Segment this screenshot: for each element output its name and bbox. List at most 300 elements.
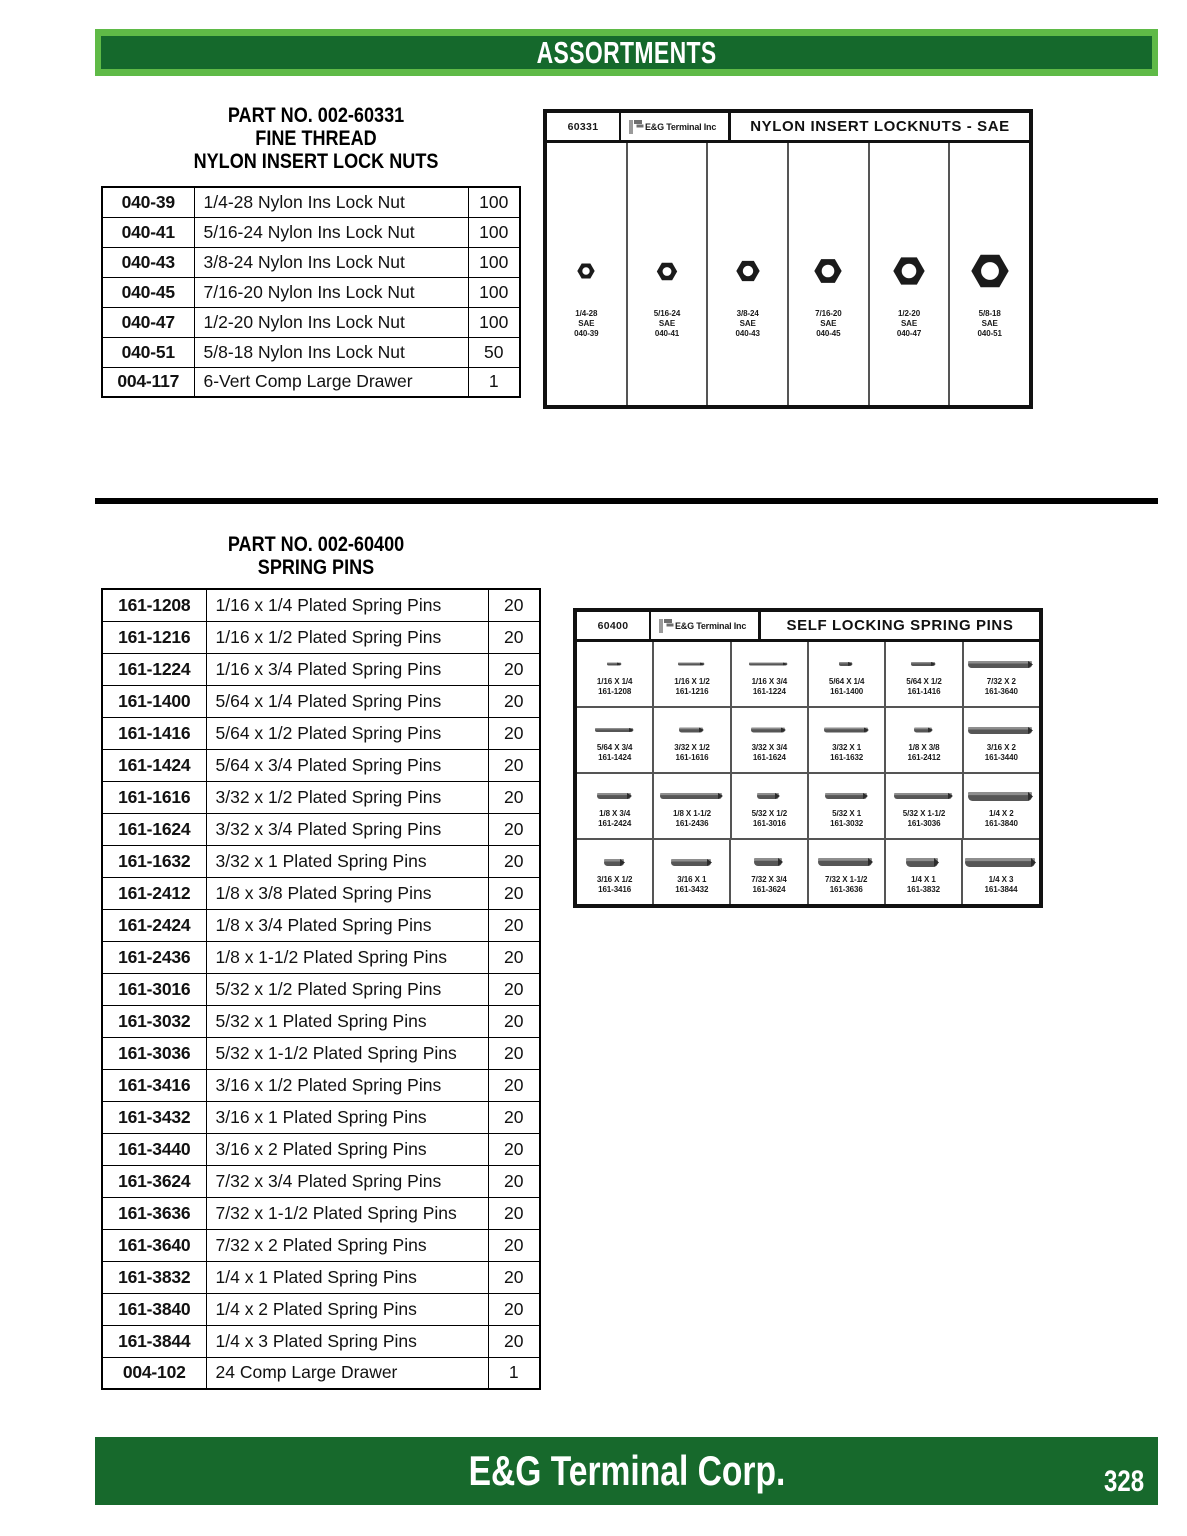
- lock-nuts-product-panel: [543, 109, 1033, 409]
- pin-row: [577, 840, 1039, 904]
- cell-code: 040-39: [102, 187, 194, 217]
- cell-code: 161-3636: [102, 1197, 206, 1229]
- pin-label-size: 5/64 X 3/4: [596, 743, 633, 752]
- pin-cell: [654, 642, 731, 706]
- cell-code: 161-3844: [102, 1325, 206, 1357]
- pin-label-part: 161-3036: [907, 819, 941, 828]
- hex-nut-icon: [576, 261, 596, 286]
- cell-code: 161-1400: [102, 685, 206, 717]
- cell-desc: 3/16 x 1 Plated Spring Pins: [206, 1101, 488, 1133]
- pin-label-size: 5/64 X 1/2: [906, 677, 942, 686]
- pin-label: [675, 875, 708, 895]
- pin-label: [674, 677, 709, 697]
- cell-qty: 20: [488, 781, 540, 813]
- hex-nut-icon: [735, 258, 761, 289]
- nut-label: [547, 309, 626, 339]
- pin-label-part: 161-3640: [984, 687, 1018, 696]
- pin-label: [597, 875, 632, 895]
- spring-pin-icon: [752, 853, 786, 871]
- table-row: [102, 1133, 540, 1165]
- cell-qty: 20: [488, 1165, 540, 1197]
- cell-code: 161-3640: [102, 1229, 206, 1261]
- cell-code: 161-1624: [102, 813, 206, 845]
- nut-label-part: 040-43: [735, 329, 760, 338]
- pin-label-part: 161-1400: [830, 687, 864, 696]
- spring-pin-icon: [822, 721, 872, 739]
- nut-label: [789, 309, 868, 339]
- pin-label: [985, 743, 1018, 763]
- cell-code: 040-45: [102, 277, 194, 307]
- pin-label: [829, 677, 864, 697]
- table-row: [102, 941, 540, 973]
- cell-desc: 7/32 x 2 Plated Spring Pins: [206, 1229, 488, 1261]
- pin-cell: [809, 642, 886, 706]
- pin-label-size: 5/64 X 1/4: [828, 677, 865, 686]
- pin-label-size: 1/4 X 1: [911, 875, 936, 884]
- pin-cell: [577, 774, 654, 838]
- cell-code: 161-1224: [102, 653, 206, 685]
- section-1-title-line-1: PART NO. 002-60331: [227, 104, 405, 127]
- pin-cell: [732, 642, 809, 706]
- pin-label-size: 3/32 X 1/2: [674, 743, 710, 752]
- pin-label-part: 161-3440: [984, 753, 1018, 762]
- cell-qty: 1: [468, 367, 520, 397]
- pin-label: [673, 809, 711, 829]
- spring-pin-icon: [749, 721, 789, 739]
- section-1-title: [127, 104, 505, 173]
- spring-pin-icon: [658, 787, 726, 805]
- spring-pin-icon: [892, 787, 956, 805]
- cell-qty: 50: [468, 337, 520, 367]
- panel-2-logo: [651, 612, 761, 639]
- cell-code: 161-3832: [102, 1261, 206, 1293]
- cell-desc: 5/64 x 1/2 Plated Spring Pins: [206, 717, 488, 749]
- pin-label-size: 3/32 X 1: [832, 743, 862, 752]
- cell-qty: 20: [488, 1005, 540, 1037]
- cell-desc: 7/32 x 1-1/2 Plated Spring Pins: [206, 1197, 488, 1229]
- cell-desc: 5/16-24 Nylon Ins Lock Nut: [194, 217, 468, 247]
- spring-pin-icon: [966, 721, 1036, 739]
- pin-cell: [731, 840, 808, 904]
- panel-2-logo-text: E&G Terminal Inc: [675, 620, 747, 631]
- pin-label-size: 1/8 X 3/8: [908, 743, 940, 752]
- section-1-title-line-3: NYLON INSERT LOCK NUTS: [193, 150, 439, 173]
- pin-label-part: 161-3432: [675, 885, 709, 894]
- pin-label-part: 161-3636: [829, 885, 863, 894]
- pin-cell: [654, 708, 731, 772]
- cell-desc: 1/8 x 3/4 Plated Spring Pins: [206, 909, 488, 941]
- pin-cell: [577, 708, 654, 772]
- section-divider: [95, 498, 1158, 504]
- cell-code: 161-2424: [102, 909, 206, 941]
- panel-2-code: 60400: [577, 612, 651, 639]
- table-row: [102, 247, 520, 277]
- pin-label: [752, 677, 787, 697]
- pin-label: [752, 809, 787, 829]
- spring-pins-product-panel: [573, 608, 1043, 908]
- nut-label-part: 040-39: [574, 329, 599, 338]
- cell-code: 161-3016: [102, 973, 206, 1005]
- panel-2-header: [577, 612, 1039, 642]
- cell-qty: 20: [488, 685, 540, 717]
- cell-code: 161-3840: [102, 1293, 206, 1325]
- spring-pin-icon: [837, 655, 856, 673]
- table-row: [102, 621, 540, 653]
- pin-label: [985, 809, 1018, 829]
- pin-cell: [809, 774, 886, 838]
- pin-cell: [654, 774, 731, 838]
- section-2-title: [127, 533, 505, 579]
- pin-label-size: 3/16 X 2: [986, 743, 1016, 752]
- pin-label: [830, 809, 863, 829]
- table-row: [102, 1037, 540, 1069]
- cell-qty: 20: [488, 589, 540, 621]
- pin-label-part: 161-1624: [752, 753, 786, 762]
- panel-1-logo-text: E&G Terminal Inc: [645, 121, 717, 132]
- pin-cell: [964, 642, 1039, 706]
- cell-qty: 20: [488, 1069, 540, 1101]
- spring-pin-icon: [904, 853, 942, 871]
- cell-qty: 20: [488, 813, 540, 845]
- cell-desc: 5/32 x 1-1/2 Plated Spring Pins: [206, 1037, 488, 1069]
- cell-desc: 3/16 x 2 Plated Spring Pins: [206, 1133, 488, 1165]
- cell-qty: 20: [488, 1101, 540, 1133]
- table-row: [102, 909, 540, 941]
- nut-label-std: SAE: [820, 319, 837, 328]
- spring-pin-icon: [912, 721, 936, 739]
- panel-1-columns: [547, 143, 1029, 405]
- spring-pin-icon: [602, 853, 628, 871]
- cell-desc: 6-Vert Comp Large Drawer: [194, 367, 468, 397]
- table-row: [102, 277, 520, 307]
- cell-code: 161-3440: [102, 1133, 206, 1165]
- table-row: [102, 1069, 540, 1101]
- pin-row: [577, 774, 1039, 840]
- pin-label: [830, 743, 863, 763]
- pin-label-part: 161-2412: [907, 753, 941, 762]
- cell-desc: 24 Comp Large Drawer: [206, 1357, 488, 1389]
- table-row: [102, 187, 520, 217]
- pin-label-part: 161-3844: [984, 885, 1018, 894]
- cell-qty: 20: [488, 1197, 540, 1229]
- table-row: [102, 307, 520, 337]
- table-row: [102, 1101, 540, 1133]
- company-logo-icon: [659, 618, 672, 633]
- cell-code: 161-1632: [102, 845, 206, 877]
- page-title: ASSORTMENTS: [536, 34, 717, 70]
- pin-label-part: 161-2424: [598, 819, 632, 828]
- pin-cell: [577, 840, 654, 904]
- table-row: [102, 685, 540, 717]
- cell-qty: 20: [488, 653, 540, 685]
- pin-label-part: 161-3016: [752, 819, 786, 828]
- cell-qty: 1: [488, 1357, 540, 1389]
- cell-desc: 1/16 x 3/4 Plated Spring Pins: [206, 653, 488, 685]
- cell-desc: 3/8-24 Nylon Ins Lock Nut: [194, 247, 468, 277]
- cell-qty: 20: [488, 1293, 540, 1325]
- pin-label: [985, 677, 1018, 697]
- cell-desc: 1/2-20 Nylon Ins Lock Nut: [194, 307, 468, 337]
- table-row: [102, 217, 520, 247]
- pin-label-size: 5/32 X 1/2: [751, 809, 788, 818]
- pin-label-size: 5/32 X 1: [832, 809, 862, 818]
- pin-label: [907, 743, 940, 763]
- panel-1-header: [547, 113, 1029, 143]
- cell-qty: 20: [488, 1229, 540, 1261]
- cell-code: 161-2412: [102, 877, 206, 909]
- pin-label-part: 161-1632: [830, 753, 864, 762]
- pin-label: [751, 875, 786, 895]
- table-row: [102, 749, 540, 781]
- table-row: [102, 781, 540, 813]
- page-footer: [95, 1437, 1158, 1505]
- nut-label-std: SAE: [578, 319, 595, 328]
- table-row: [102, 717, 540, 749]
- pin-label-size: 1/16 X 1/2: [674, 677, 710, 686]
- cell-desc: 1/4 x 2 Plated Spring Pins: [206, 1293, 488, 1325]
- pin-label-size: 1/16 X 3/4: [751, 677, 788, 686]
- cell-code: 040-43: [102, 247, 194, 277]
- cell-qty: 20: [488, 749, 540, 781]
- nut-label-size: 5/16-24: [653, 309, 681, 318]
- table-row: [102, 589, 540, 621]
- spring-pins-parts-table: [101, 588, 541, 1390]
- pin-label-part: 161-1208: [598, 687, 632, 696]
- pin-label-part: 161-1616: [675, 753, 709, 762]
- cell-qty: 100: [468, 187, 520, 217]
- pin-label-size: 3/16 X 1: [677, 875, 707, 884]
- pin-cell: [964, 708, 1039, 772]
- nut-label-part: 040-51: [977, 329, 1002, 338]
- cell-code: 040-47: [102, 307, 194, 337]
- company-logo-icon: [629, 119, 642, 134]
- table-row: [102, 1229, 540, 1261]
- pin-label-part: 161-3416: [598, 885, 632, 894]
- pin-label-part: 161-1424: [598, 753, 632, 762]
- spring-pin-icon: [816, 853, 876, 871]
- hex-nut-icon: [656, 260, 679, 288]
- pin-label: [903, 809, 945, 829]
- pin-cell: [963, 840, 1039, 904]
- cell-code: 161-2436: [102, 941, 206, 973]
- table-row: [102, 1005, 540, 1037]
- cell-code: 004-117: [102, 367, 194, 397]
- page-header-banner: [95, 29, 1158, 76]
- cell-code: 161-3416: [102, 1069, 206, 1101]
- pin-cell: [886, 708, 963, 772]
- cell-qty: 20: [488, 973, 540, 1005]
- pin-cell: [732, 774, 809, 838]
- nut-column: [789, 143, 870, 405]
- cell-desc: 5/64 x 3/4 Plated Spring Pins: [206, 749, 488, 781]
- pin-label-size: 3/16 X 1/2: [596, 875, 633, 884]
- cell-qty: 20: [488, 717, 540, 749]
- nut-label-part: 040-45: [816, 329, 841, 338]
- panel-1-title: NYLON INSERT LOCKNUTS - SAE: [750, 118, 1010, 135]
- cell-desc: 1/4 x 3 Plated Spring Pins: [206, 1325, 488, 1357]
- pin-label-size: 1/8 X 1-1/2: [672, 809, 712, 818]
- cell-code: 161-1424: [102, 749, 206, 781]
- pin-cell: [886, 774, 963, 838]
- spring-pin-icon: [963, 853, 1039, 871]
- nut-column: [870, 143, 951, 405]
- panel-1-logo: [621, 113, 731, 140]
- pin-label-size: 1/4 X 3: [988, 875, 1014, 884]
- table-row: [102, 1261, 540, 1293]
- nut-label-std: SAE: [658, 319, 676, 328]
- pin-label: [985, 875, 1018, 895]
- pin-cell: [577, 642, 654, 706]
- nut-label-size: 1/2-20: [897, 309, 921, 318]
- nut-label-std: SAE: [739, 319, 756, 328]
- pin-label-size: 3/32 X 3/4: [751, 743, 788, 752]
- pin-label-size: 5/32 X 1-1/2: [902, 809, 946, 818]
- page-header-band: [101, 36, 1152, 69]
- cell-code: 161-3624: [102, 1165, 206, 1197]
- pin-label: [597, 677, 632, 697]
- cell-desc: 3/16 x 1/2 Plated Spring Pins: [206, 1069, 488, 1101]
- pin-label-part: 161-1216: [675, 687, 709, 696]
- cell-desc: 1/4 x 1 Plated Spring Pins: [206, 1261, 488, 1293]
- nut-label-part: 040-41: [654, 329, 680, 338]
- cell-desc: 7/32 x 3/4 Plated Spring Pins: [206, 1165, 488, 1197]
- spring-pin-icon: [823, 787, 871, 805]
- spring-pin-icon: [605, 655, 625, 673]
- pin-label-part: 161-1224: [752, 687, 786, 696]
- cell-desc: 5/64 x 1/4 Plated Spring Pins: [206, 685, 488, 717]
- section-2-title-line-2: SPRING PINS: [257, 556, 375, 579]
- nut-column: [628, 143, 709, 405]
- table-row: [102, 1357, 540, 1389]
- pin-label: [752, 743, 787, 763]
- cell-desc: 3/32 x 1 Plated Spring Pins: [206, 845, 488, 877]
- hex-nut-icon: [813, 256, 843, 291]
- pin-label-size: 1/8 X 3/4: [599, 809, 631, 818]
- cell-desc: 1/16 x 1/2 Plated Spring Pins: [206, 621, 488, 653]
- cell-qty: 20: [488, 1037, 540, 1069]
- table-row: [102, 1197, 540, 1229]
- cell-code: 161-1416: [102, 717, 206, 749]
- pin-label-size: 7/32 X 1-1/2: [825, 875, 868, 884]
- pin-label-part: 161-2436: [675, 819, 709, 828]
- nut-label-size: 1/4-28: [575, 309, 598, 318]
- cell-desc: 5/8-18 Nylon Ins Lock Nut: [194, 337, 468, 367]
- pin-label-size: 1/16 X 1/4: [596, 677, 633, 686]
- cell-qty: 100: [468, 217, 520, 247]
- pin-label-size: 7/32 X 2: [986, 677, 1016, 686]
- nut-label-size: 3/8-24: [736, 309, 759, 318]
- section-2-title-line-1: PART NO. 002-60400: [227, 533, 405, 556]
- cell-qty: 20: [488, 1261, 540, 1293]
- pin-label: [597, 743, 632, 763]
- pin-label: [907, 875, 940, 895]
- spring-pin-icon: [966, 787, 1036, 805]
- spring-pin-icon: [595, 787, 635, 805]
- panel-1-code: 60331: [547, 113, 621, 140]
- cell-qty: 20: [488, 1325, 540, 1357]
- pin-row: [577, 642, 1039, 708]
- pin-cell: [654, 840, 731, 904]
- pin-label-part: 161-3840: [984, 819, 1018, 828]
- cell-code: 161-3036: [102, 1037, 206, 1069]
- pin-label: [906, 677, 941, 697]
- spring-pin-icon: [755, 787, 783, 805]
- cell-qty: 20: [488, 909, 540, 941]
- spring-pin-icon: [593, 721, 637, 739]
- pin-label: [674, 743, 709, 763]
- pin-label-part: 161-1416: [907, 687, 941, 696]
- cell-qty: 100: [468, 277, 520, 307]
- cell-desc: 1/8 x 3/8 Plated Spring Pins: [206, 877, 488, 909]
- spring-pin-icon: [747, 655, 791, 673]
- cell-qty: 20: [488, 845, 540, 877]
- pin-label-size: 7/32 X 3/4: [751, 875, 787, 884]
- cell-code: 161-1216: [102, 621, 206, 653]
- cell-code: 040-51: [102, 337, 194, 367]
- table-row: [102, 973, 540, 1005]
- table-row: [102, 1165, 540, 1197]
- table-row: [102, 877, 540, 909]
- pin-cell: [732, 708, 809, 772]
- cell-code: 161-3032: [102, 1005, 206, 1037]
- cell-code: 040-41: [102, 217, 194, 247]
- cell-qty: 20: [488, 621, 540, 653]
- page-number: 328: [1103, 1465, 1144, 1498]
- pin-cell: [886, 840, 963, 904]
- table-row: [102, 337, 520, 367]
- cell-qty: 20: [488, 1133, 540, 1165]
- cell-qty: 20: [488, 877, 540, 909]
- pin-label-part: 161-3624: [752, 885, 786, 894]
- nut-label-part: 040-47: [896, 329, 922, 338]
- pin-label: [825, 875, 867, 895]
- pin-cell: [886, 642, 963, 706]
- cell-desc: 3/32 x 1/2 Plated Spring Pins: [206, 781, 488, 813]
- cell-qty: 100: [468, 247, 520, 277]
- pin-label-size: 1/4 X 2: [988, 809, 1014, 818]
- cell-qty: 100: [468, 307, 520, 337]
- nut-label-std: SAE: [981, 319, 998, 328]
- panel-2-title: SELF LOCKING SPRING PINS: [786, 617, 1014, 634]
- spring-pin-icon: [966, 655, 1036, 673]
- cell-code: 161-3432: [102, 1101, 206, 1133]
- nut-label-size: 5/8-18: [978, 309, 1001, 318]
- spring-pin-icon: [669, 853, 715, 871]
- table-row: [102, 1293, 540, 1325]
- cell-qty: 20: [488, 941, 540, 973]
- pin-label-part: 161-3832: [906, 885, 940, 894]
- nut-label: [950, 309, 1029, 339]
- footer-company-name: E&G Terminal Corp.: [468, 1447, 785, 1494]
- cell-desc: 3/32 x 3/4 Plated Spring Pins: [206, 813, 488, 845]
- pin-row: [577, 708, 1039, 774]
- nut-label: [870, 309, 949, 339]
- nut-label-size: 7/16-20: [815, 309, 842, 318]
- pin-label-part: 161-3032: [830, 819, 864, 828]
- cell-desc: 7/16-20 Nylon Ins Lock Nut: [194, 277, 468, 307]
- cell-code: 161-1616: [102, 781, 206, 813]
- pin-cell: [964, 774, 1039, 838]
- nut-label: [708, 309, 787, 339]
- hex-nut-icon: [892, 254, 926, 293]
- cell-desc: 1/16 x 1/4 Plated Spring Pins: [206, 589, 488, 621]
- table-row: [102, 1325, 540, 1357]
- pin-cell: [809, 840, 886, 904]
- section-1-title-line-2: FINE THREAD: [255, 127, 377, 150]
- nut-label: [628, 309, 707, 339]
- cell-code: 004-102: [102, 1357, 206, 1389]
- nut-column: [950, 143, 1029, 405]
